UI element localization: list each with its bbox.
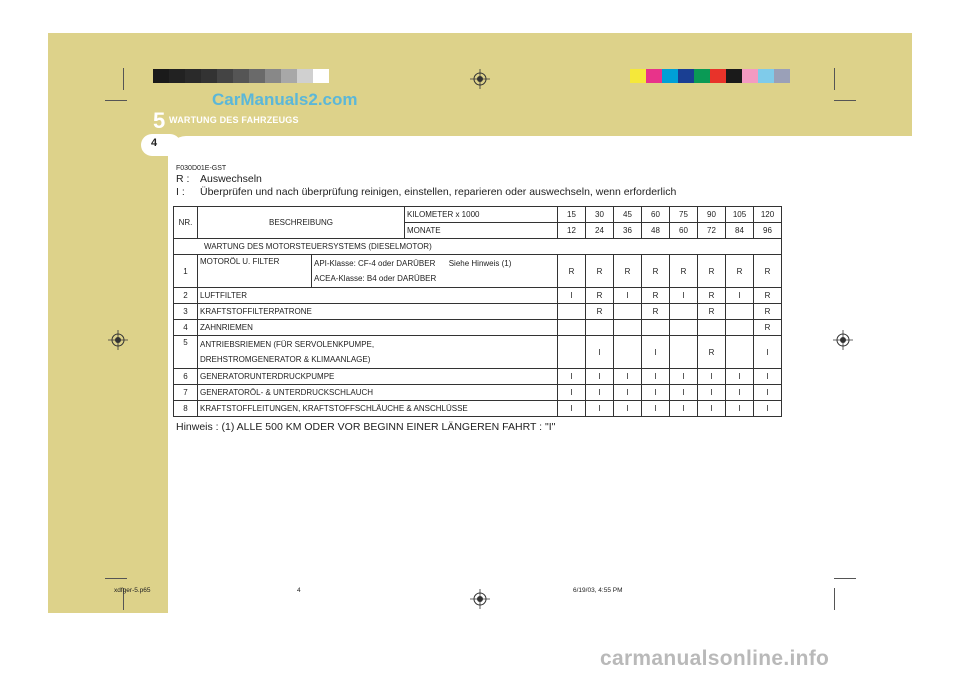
crop-mark <box>834 68 835 90</box>
legend-row-r <box>176 173 676 186</box>
color-swatch <box>217 69 233 83</box>
section-title: WARTUNG DES MOTORSTEUERSYSTEMS (DIESELMOTOR) <box>174 239 782 255</box>
row-number: 2 <box>174 288 198 304</box>
interval-cell: R <box>754 304 782 320</box>
table-row <box>174 369 782 385</box>
interval-cell: R <box>698 288 726 304</box>
page-number: 4 <box>151 137 158 149</box>
table-row <box>174 385 782 401</box>
row-number: 6 <box>174 369 198 385</box>
interval-cell: R <box>614 255 642 288</box>
row-number: 4 <box>174 320 198 336</box>
interval-cell: I <box>670 385 698 401</box>
month-cell: 12 <box>558 223 586 239</box>
row-number: 5 <box>174 336 198 369</box>
interval-cell: I <box>614 288 642 304</box>
crop-mark <box>105 100 127 101</box>
oil-spec-acea: ACEA-Klasse: B4 oder DARÜBER <box>314 274 437 283</box>
interval-cell <box>726 336 754 369</box>
item-name <box>198 336 558 369</box>
color-swatch <box>265 69 281 83</box>
interval-cell: I <box>586 401 614 417</box>
color-swatch <box>710 69 726 83</box>
interval-cell: I <box>670 369 698 385</box>
month-cell: 96 <box>754 223 782 239</box>
registration-target-icon <box>833 330 853 350</box>
item-name: MOTORÖL U. FILTER <box>198 255 312 288</box>
interval-cell: I <box>614 401 642 417</box>
legend-key: I : <box>176 185 185 198</box>
interval-cell: I <box>726 385 754 401</box>
km-cell: 120 <box>754 207 782 223</box>
interval-cell: I <box>614 369 642 385</box>
row-number: 3 <box>174 304 198 320</box>
color-swatch <box>249 69 265 83</box>
interval-cell: I <box>698 369 726 385</box>
interval-cell: R <box>642 288 670 304</box>
interval-cell: I <box>558 369 586 385</box>
color-swatch <box>153 69 169 83</box>
interval-cell <box>614 304 642 320</box>
legend-text: Auswechseln <box>200 173 262 185</box>
interval-cell <box>726 304 754 320</box>
km-cell: 15 <box>558 207 586 223</box>
interval-cell: I <box>754 369 782 385</box>
interval-cell: I <box>670 288 698 304</box>
interval-cell: I <box>642 369 670 385</box>
crop-mark <box>834 588 835 610</box>
interval-cell <box>586 320 614 336</box>
legend <box>176 173 676 198</box>
interval-cell: I <box>642 336 670 369</box>
item-name: GENERATORUNTERDRUCKPUMPE <box>198 369 558 385</box>
km-label: KILOMETER x 1000 <box>405 207 558 223</box>
interval-cell <box>614 320 642 336</box>
km-cell: 105 <box>726 207 754 223</box>
item-name-line: ANTRIEBSRIEMEN (FÜR SERVOLENKPUMPE, <box>200 340 375 349</box>
interval-cell: R <box>586 288 614 304</box>
interval-cell <box>558 336 586 369</box>
crop-mark <box>834 578 856 579</box>
chapter-number: 5 <box>153 108 166 133</box>
month-cell: 60 <box>670 223 698 239</box>
item-name-line: DREHSTROMGENERATOR & KLIMAANLAGE) <box>200 355 371 364</box>
interval-cell: R <box>698 304 726 320</box>
chapter-title: WARTUNG DES FAHRZEUGS <box>169 115 299 125</box>
item-name: KRAFTSTOFFLEITUNGEN, KRAFTSTOFFSCHLÄUCHE & ANSCHLÜSSE <box>198 401 558 417</box>
row-number: 7 <box>174 385 198 401</box>
interval-cell <box>558 304 586 320</box>
color-bar-cmyk <box>630 69 790 83</box>
footer-page: 4 <box>297 587 301 594</box>
document-code: F030D01E-GST <box>176 165 227 172</box>
interval-cell: I <box>614 385 642 401</box>
km-cell: 30 <box>586 207 614 223</box>
oil-spec <box>312 255 558 288</box>
interval-cell: I <box>698 385 726 401</box>
km-cell: 60 <box>642 207 670 223</box>
month-cell: 84 <box>726 223 754 239</box>
color-swatch <box>185 69 201 83</box>
color-swatch <box>630 69 646 83</box>
interval-cell: I <box>698 401 726 417</box>
footer-date: 6/19/03, 4:55 PM <box>573 587 623 594</box>
month-cell: 24 <box>586 223 614 239</box>
interval-cell: I <box>726 288 754 304</box>
interval-cell <box>670 320 698 336</box>
interval-cell: I <box>558 401 586 417</box>
footer-file: xdfger-5.p65 <box>114 587 151 594</box>
crop-mark <box>105 578 127 579</box>
oil-spec-api: API-Klasse: CF-4 oder DARÜBER Siehe Hinweis (1) <box>314 259 512 268</box>
month-cell: 48 <box>642 223 670 239</box>
interval-cell: I <box>558 288 586 304</box>
color-swatch <box>742 69 758 83</box>
watermark-bottom[interactable]: carmanualsonline.info <box>600 647 830 670</box>
color-swatch <box>169 69 185 83</box>
legend-row-i <box>176 186 676 199</box>
km-cell: 90 <box>698 207 726 223</box>
item-name: ZAHNRIEMEN <box>198 320 558 336</box>
interval-cell: I <box>670 401 698 417</box>
interval-cell: R <box>558 255 586 288</box>
nr-header: NR. <box>174 207 198 239</box>
interval-cell: I <box>754 401 782 417</box>
month-cell: 36 <box>614 223 642 239</box>
interval-cell: R <box>698 336 726 369</box>
interval-cell: I <box>586 385 614 401</box>
table-row <box>174 320 782 336</box>
item-name: LUFTFILTER <box>198 288 558 304</box>
description-header: BESCHREIBUNG <box>198 207 405 239</box>
color-swatch <box>233 69 249 83</box>
km-cell: 45 <box>614 207 642 223</box>
color-swatch <box>201 69 217 83</box>
interval-cell: R <box>586 255 614 288</box>
interval-cell: I <box>586 336 614 369</box>
interval-cell <box>670 304 698 320</box>
table-row <box>174 304 782 320</box>
interval-cell: I <box>558 385 586 401</box>
item-name: GENERATORÖL- & UNTERDRUCKSCHLAUCH <box>198 385 558 401</box>
interval-cell: I <box>726 369 754 385</box>
color-swatch <box>662 69 678 83</box>
interval-cell <box>614 336 642 369</box>
legend-text: Überprüfen und nach überprüfung reinigen, einstellen, reparieren oder auswechseln, wenn erforderlich <box>200 185 677 198</box>
watermark-top[interactable]: CarManuals2.com <box>212 90 358 109</box>
color-swatch <box>726 69 742 83</box>
color-swatch <box>678 69 694 83</box>
table-row <box>174 288 782 304</box>
note: Hinweis : (1) ALLE 500 KM ODER VOR BEGINN EINER LÄNGEREN FAHRT : "I" <box>176 421 556 433</box>
interval-cell: R <box>586 304 614 320</box>
interval-cell <box>670 336 698 369</box>
months-label: MONATE <box>405 223 558 239</box>
interval-cell: R <box>754 255 782 288</box>
interval-cell <box>558 320 586 336</box>
item-name: KRAFTSTOFFILTERPATRONE <box>198 304 558 320</box>
table-row <box>174 336 782 369</box>
maintenance-table <box>173 206 782 417</box>
interval-cell: I <box>586 369 614 385</box>
page-tab <box>141 134 181 156</box>
color-bar-grayscale <box>153 69 329 83</box>
interval-cell <box>698 320 726 336</box>
interval-cell: I <box>642 401 670 417</box>
interval-cell: R <box>670 255 698 288</box>
row-number: 8 <box>174 401 198 417</box>
registration-target-icon <box>108 330 128 350</box>
legend-key: R : <box>176 173 190 185</box>
interval-cell: I <box>642 385 670 401</box>
interval-cell: R <box>642 304 670 320</box>
color-swatch <box>313 69 329 83</box>
interval-cell: I <box>754 336 782 369</box>
table-row <box>174 401 782 417</box>
registration-target-icon <box>470 69 490 89</box>
interval-cell: R <box>754 320 782 336</box>
interval-cell: I <box>754 385 782 401</box>
interval-cell <box>726 320 754 336</box>
color-swatch <box>694 69 710 83</box>
color-swatch <box>758 69 774 83</box>
crop-mark <box>834 100 856 101</box>
interval-cell: R <box>642 255 670 288</box>
color-swatch <box>774 69 790 83</box>
color-swatch <box>646 69 662 83</box>
month-cell: 72 <box>698 223 726 239</box>
km-cell: 75 <box>670 207 698 223</box>
registration-target-icon <box>470 589 490 609</box>
crop-mark <box>123 68 124 90</box>
color-swatch <box>281 69 297 83</box>
interval-cell: I <box>726 401 754 417</box>
interval-cell: R <box>754 288 782 304</box>
row-number: 1 <box>174 255 198 288</box>
interval-cell: R <box>726 255 754 288</box>
interval-cell <box>642 320 670 336</box>
interval-cell: R <box>698 255 726 288</box>
color-swatch <box>297 69 313 83</box>
